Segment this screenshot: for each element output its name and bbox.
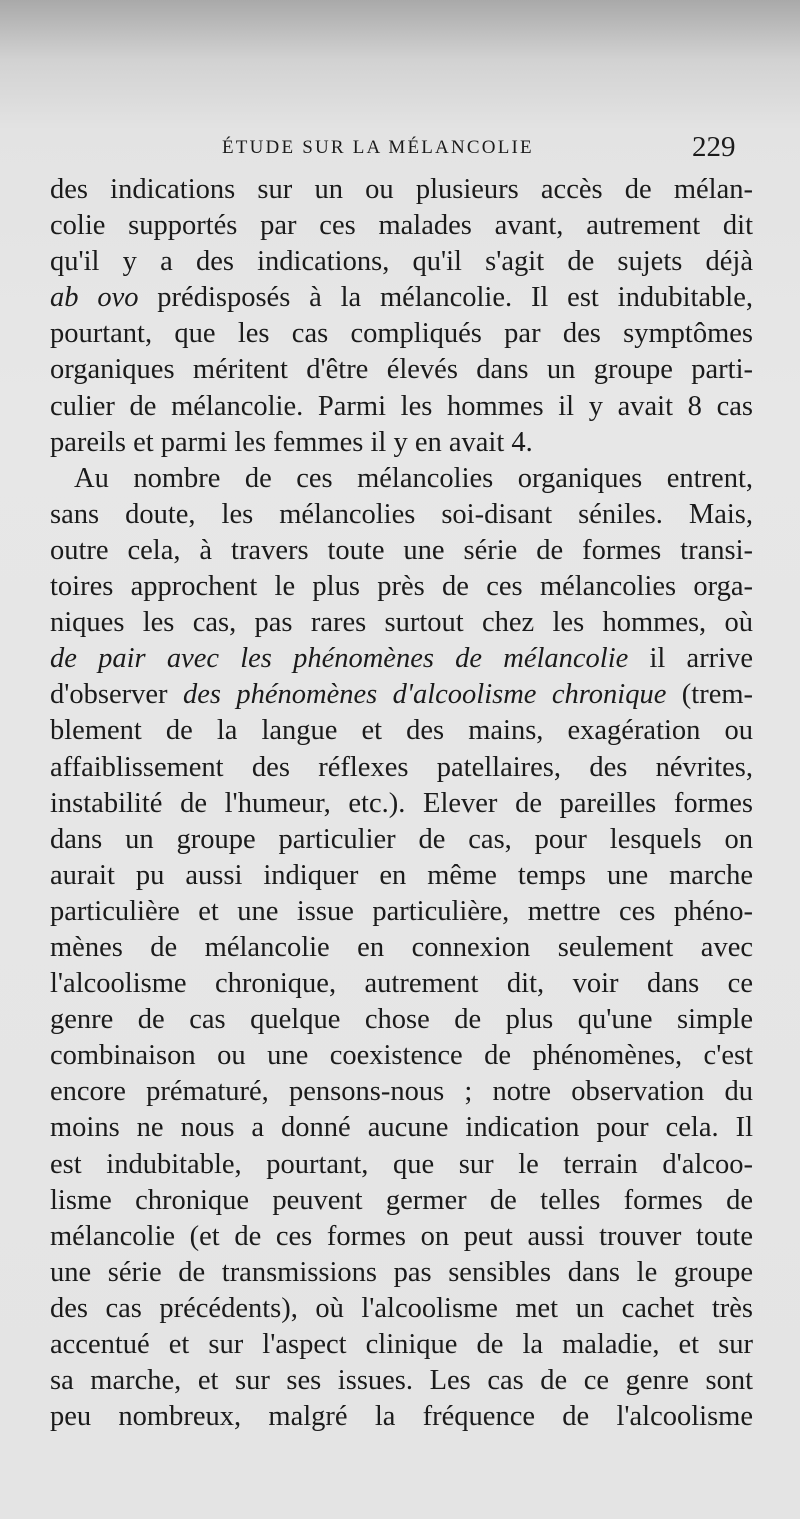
text-line: blement de la langue et des mains, exagération ou [50, 715, 753, 747]
text-line: niques les cas, pas rares surtout chez les hommes, où [50, 607, 753, 639]
text-line: organiques méritent d'être élevés dans un groupe parti- [50, 354, 753, 386]
text-line: affaiblissement des réflexes patellaires, des névrites, [50, 751, 753, 783]
text-line: mènes de mélancolie en connexion seulement avec [50, 931, 753, 963]
text-line: pourtant, que les cas compliqués par des symptômes [50, 318, 753, 350]
italic-phrase: de pair avec les phénomènes de mélancolie [50, 643, 629, 675]
text-line: combinaison ou une coexistence de phénomènes, c'est [50, 1040, 753, 1072]
text-line: outre cela, à travers toute une série de formes transi- [50, 534, 753, 566]
text-line: lisme chronique peuvent germer de telles formes de [50, 1184, 753, 1216]
text-segment: prédisposés à la mélancolie. Il est indubitable, [138, 282, 754, 314]
text-line: toires approchent le plus près de ces mélancolies orga- [50, 571, 753, 603]
text-line: mélancolie (et de ces formes on peut aussi trouver toute [50, 1220, 753, 1252]
text-line: aurait pu aussi indiquer en même temps une marche [50, 859, 753, 891]
text-line: pareils et parmi les femmes il y en avait 4. [50, 426, 533, 458]
text-segment: d'observer [50, 679, 183, 711]
page-number: 229 [692, 131, 736, 163]
text-line: encore prématuré, pensons-nous ; notre observation du [50, 1076, 753, 1108]
text-line: peu nombreux, malgré la fréquence de l'alcoolisme [50, 1401, 753, 1433]
text-line: des indications sur un ou plusieurs accès de mélan- [50, 174, 753, 205]
text-line: instabilité de l'humeur, etc.). Elever de pareilles formes [50, 787, 753, 819]
text-line: une série de transmissions pas sensibles dans le groupe [50, 1256, 753, 1288]
running-title: ÉTUDE SUR LA MÉLANCOLIE [222, 137, 534, 158]
text-line [50, 280, 753, 316]
text-line: accentué et sur l'aspect clinique de la maladie, et sur [50, 1329, 753, 1360]
text-line: moins ne nous a donné aucune indication pour cela. Il [50, 1112, 753, 1144]
text-line: est indubitable, pourtant, que sur le terrain d'alcoo- [50, 1148, 753, 1180]
body-text [50, 172, 753, 1435]
text-line [50, 677, 753, 713]
italic-phrase: ab ovo [50, 282, 139, 314]
text-line: qu'il y a des indications, qu'il s'agit de sujets déjà [50, 246, 753, 278]
text-line: des cas précédents), où l'alcoolisme met un cachet très [50, 1292, 753, 1324]
text-segment: (trem- [666, 679, 753, 711]
text-line: culier de mélancolie. Parmi les hommes il y avait 8 cas [50, 390, 753, 422]
text-line: sans doute, les mélancolies soi-disant séniles. Mais, [50, 498, 753, 530]
text-line: Au nombre de ces mélancolies organiques entrent, [74, 462, 753, 494]
text-segment: il arrive [628, 643, 753, 675]
text-line: sa marche, et sur ses issues. Les cas de ce genre sont [50, 1365, 753, 1397]
text-line: l'alcoolisme chronique, autrement dit, voir dans ce [50, 968, 753, 1000]
text-line: particulière et une issue particulière, mettre ces phéno- [50, 895, 753, 927]
text-line: genre de cas quelque chose de plus qu'une simple [50, 1004, 753, 1036]
text-line: colie supportés par ces malades avant, autrement dit [50, 210, 753, 242]
text-line: dans un groupe particulier de cas, pour lesquels on [50, 823, 753, 855]
page-header [0, 133, 800, 173]
text-line [50, 641, 753, 677]
italic-phrase: des phénomènes d'alcoolisme chronique [182, 679, 667, 711]
